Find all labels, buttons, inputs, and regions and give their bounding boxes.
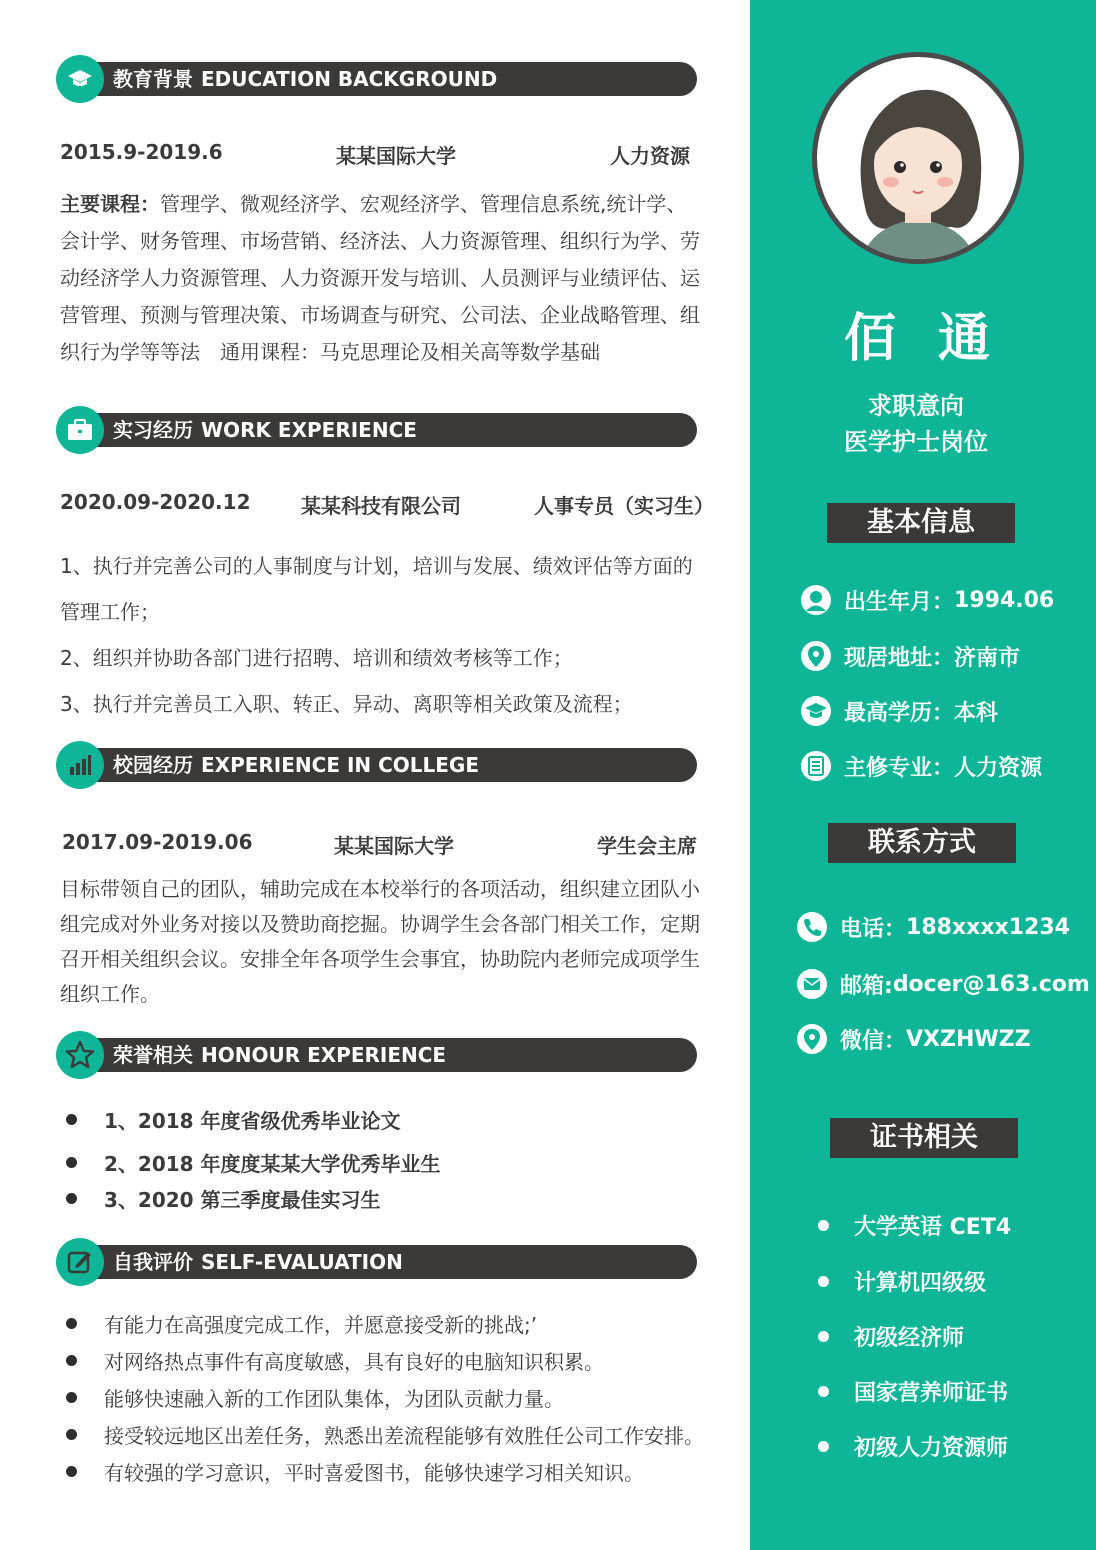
honour-item: 2、2018 年度度某某大学优秀毕业生 <box>66 1148 441 1176</box>
section-title: 实习经历 WORK EXPERIENCE <box>113 418 417 442</box>
courses-line: 动经济学人力资源管理、人力资源开发与培训、人员测评与业绩评估、运 <box>60 266 700 290</box>
phone-icon <box>796 911 828 943</box>
info-address <box>800 639 1020 673</box>
college-role: 学生会主席 <box>597 834 697 858</box>
contact-heading: 联系方式 <box>828 823 1016 863</box>
work-entry-header <box>60 490 714 518</box>
self-eval-item: 有能力在高强度完成工作，并愿意接受新的挑战;’ <box>66 1309 537 1337</box>
bullet-dot <box>818 1220 829 1231</box>
bullet-dot <box>818 1386 829 1397</box>
education-section-header <box>56 62 697 96</box>
honour-section-header <box>56 1038 697 1072</box>
graduation-cap-icon <box>56 55 104 103</box>
self-eval-item: 接受较远地区出差任务，熟悉出差流程能够有效胜任公司工作安排。 <box>66 1420 704 1448</box>
bullet-dot <box>818 1276 829 1287</box>
book-icon <box>800 750 832 782</box>
job-intent-label: 求职意向 <box>868 392 964 420</box>
info-value: 济南市 <box>954 645 1021 671</box>
duty-line: 1、执行并完善公司的人事制度与计划，培训与发展、绩效评估等方面的 <box>60 554 693 578</box>
graduation-cap-icon <box>800 695 832 727</box>
info-value: 人力资源 <box>954 755 1043 781</box>
location-pin-icon <box>796 1023 828 1055</box>
description-line: 组完成对外业务对接以及赞助商挖掘。协调学生会各部门相关工作，定期 <box>60 912 700 936</box>
contact-email <box>796 967 1090 1001</box>
avatar <box>812 52 1024 264</box>
star-icon <box>56 1031 104 1079</box>
contact-value: VXZHWZZ <box>906 1026 1031 1052</box>
bullet-dot <box>66 1318 77 1329</box>
info-major <box>800 749 1042 783</box>
info-value: 本科 <box>954 700 999 726</box>
info-label: 最高学历： <box>844 700 955 726</box>
contact-label: 微信： <box>840 1028 907 1054</box>
location-pin-icon <box>800 640 832 672</box>
self-eval-item: 对网络热点事件有高度敏感，具有良好的电脑知识积累。 <box>66 1346 604 1374</box>
bullet-dot <box>66 1355 77 1366</box>
duty-line: 管理工作； <box>60 600 160 624</box>
honour-item: 3、2020 第三季度最佳实习生 <box>66 1184 381 1212</box>
college-description <box>60 872 708 1012</box>
work-role: 人事专员（实习生） <box>534 494 714 518</box>
bullet-dot <box>66 1114 77 1125</box>
bullet-dot <box>818 1331 829 1342</box>
contact-label: 电话： <box>840 916 907 942</box>
certificates-heading: 证书相关 <box>830 1118 1018 1158</box>
education-period: 2015.9-2019.6 <box>60 140 223 164</box>
candidate-name: 佰 通 <box>843 309 1003 369</box>
courses-label: 主要课程： <box>60 192 160 216</box>
section-title: 校园经历 EXPERIENCE IN COLLEGE <box>113 753 479 777</box>
work-section-header <box>56 413 697 447</box>
bullet-dot <box>66 1429 77 1440</box>
certificate-item: 计算机四级级 <box>818 1266 986 1296</box>
college-section-header <box>56 748 697 782</box>
work-duties <box>60 543 708 727</box>
duty-line: 3、执行并完善员工入职、转正、异动、离职等相关政策及流程； <box>60 692 633 716</box>
courses-line: 织行为学等等法 通用课程：马克思理论及相关高等数学基础 <box>60 340 600 364</box>
bullet-dot <box>818 1441 829 1452</box>
college-school: 某某国际大学 <box>334 834 454 858</box>
honour-item: 1、2018 年度省级优秀毕业论文 <box>66 1105 401 1133</box>
description-line: 目标带领自己的团队，辅助完成在本校举行的各项活动，组织建立团队小 <box>60 877 700 901</box>
contact-value: docer@163.com <box>892 971 1090 997</box>
person-icon <box>800 584 832 616</box>
work-period: 2020.09-2020.12 <box>60 490 251 514</box>
briefcase-icon <box>56 406 104 454</box>
work-company: 某某科技有限公司 <box>301 494 461 518</box>
info-label: 主修专业： <box>844 755 955 781</box>
description-line: 召开相关组织会议。安排全年各项学生会事宜，协助院内老师完成项学生 <box>60 947 700 971</box>
info-education <box>800 694 998 728</box>
duty-line: 2、组织并协助各部门进行招聘、培训和绩效考核等工作； <box>60 646 573 670</box>
certificate-item: 初级人力资源师 <box>818 1431 1008 1461</box>
section-title: 自我评价 SELF-EVALUATION <box>113 1250 403 1274</box>
description-line: 组织工作。 <box>60 982 160 1006</box>
info-label: 现居地址： <box>844 645 955 671</box>
avatar-illustration <box>817 57 1019 259</box>
bar-chart-icon <box>56 741 104 789</box>
college-entry-header <box>60 830 703 858</box>
info-value: 1994.06 <box>954 587 1055 613</box>
certificate-item: 国家营养师证书 <box>818 1376 1008 1406</box>
info-label: 出生年月： <box>844 589 955 615</box>
contact-value: 188xxxx1234 <box>906 914 1070 940</box>
section-title: 荣誉相关 HONOUR EXPERIENCE <box>113 1043 447 1067</box>
self-eval-item: 能够快速融入新的工作团队集体，为团队贡献力量。 <box>66 1383 564 1411</box>
bullet-dot <box>66 1193 77 1204</box>
section-title: 教育背景 EDUCATION BACKGROUND <box>113 67 498 91</box>
education-entry-header <box>60 140 703 168</box>
sidebar <box>750 0 1096 1550</box>
contact-phone <box>796 910 1070 944</box>
mail-icon <box>796 968 828 1000</box>
certificate-item: 初级经济师 <box>818 1321 964 1351</box>
edit-icon <box>56 1238 104 1286</box>
contact-label: 邮箱: <box>840 973 893 999</box>
courses-line: 营管理、预测与管理决策、市场调查与研究、公司法、企业战略管理、组 <box>60 303 700 327</box>
education-school: 某某国际大学 <box>336 144 456 168</box>
courses-line: 管理学、微观经济学、宏观经济学、管理信息系统,统计学、 <box>160 192 687 216</box>
self-eval-section-header <box>56 1245 697 1279</box>
college-period: 2017.09-2019.06 <box>62 830 253 854</box>
bullet-dot <box>66 1392 77 1403</box>
education-courses <box>60 186 708 371</box>
info-birth <box>800 583 1054 617</box>
education-major: 人力资源 <box>610 144 690 168</box>
self-eval-item: 有较强的学习意识，平时喜爱图书，能够快速学习相关知识。 <box>66 1457 644 1485</box>
bullet-dot <box>66 1466 77 1477</box>
basic-info-heading: 基本信息 <box>827 503 1015 543</box>
bullet-dot <box>66 1157 77 1168</box>
courses-line: 会计学、财务管理、市场营销、经济法、人力资源管理、组织行为学、劳 <box>60 229 700 253</box>
contact-wechat <box>796 1022 1031 1056</box>
job-intent-value: 医学护士岗位 <box>844 428 988 456</box>
certificate-item: 大学英语 CET4 <box>818 1210 1011 1240</box>
